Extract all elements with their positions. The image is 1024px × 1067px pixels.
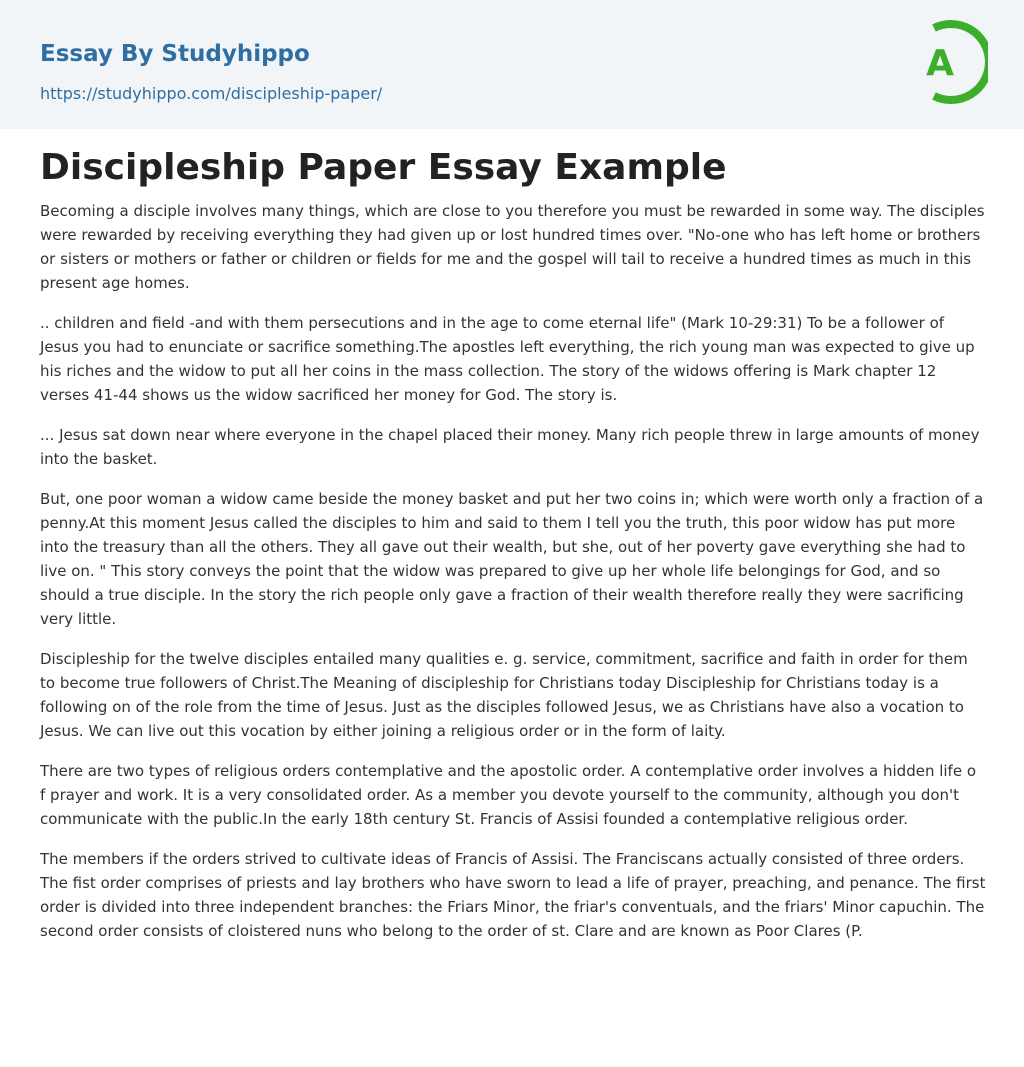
logo-letter: A: [926, 43, 954, 84]
studyhippo-logo-icon[interactable]: [910, 18, 988, 106]
essay-paragraph: .. children and field -and with them persecutions and in the age to come eternal life" (Mark 10-29:31) To be a follower of Jesus you had to enunciate or sacrifice something.The apostles left everything, the rich young man was expected to give up his riches and the widow to put all her coins in the mass collection. The story of the widows offering is Mark chapter 12 verses 41-44 shows us the widow sacrificed her money for God. The story is.: [40, 314, 975, 404]
site-header: [0, 0, 1024, 129]
site-brand[interactable]: Essay By Studyhippo: [40, 41, 310, 67]
page-url-link[interactable]: https://studyhippo.com/discipleship-paper/: [40, 84, 383, 103]
essay-paragraph: There are two types of religious orders contemplative and the apostolic order. A contemplative order involves a hidden life o f prayer and work. It is a very consolidated order. As a member you devote yourself to the community, although you don't communicate with the public.In the early 18th century St. Francis of Assisi founded a contemplative religious order.: [40, 762, 977, 828]
essay-paragraph: ... Jesus sat down near where everyone in the chapel placed their money. Many rich people threw in large amounts of money into the basket.: [40, 426, 980, 468]
essay-body: [40, 191, 986, 943]
essay-paragraph: But, one poor woman a widow came beside the money basket and put her two coins in; which were worth only a fraction of a penny.At this moment Jesus called the disciples to him and said to them I tell you the truth, this poor widow has put more into the treasury than all the others. They all gave out their wealth, but she, out of her poverty gave everything she had to live on. " This story conveys the point that the widow was prepared to give up her whole life belongings for God, and so should a true disciple. In the story the rich people only gave a fraction of their wealth therefore really they were sacrificing very little.: [40, 490, 984, 628]
essay-paragraph: The members if the orders strived to cultivate ideas of Francis of Assisi. The Franciscans actually consisted of three orders. The fist order comprises of priests and lay brothers who have sworn to lead a life of prayer, preaching, and penance. The first order is divided into three independent branches: the Friars Minor, the friar's conventuals, and the friars' Minor capuchin. The second order consists of cloistered nuns who belong to the order of st. Clare and are known as Poor Clares (P.: [40, 850, 986, 940]
essay-paragraph: Discipleship for the twelve disciples entailed many qualities e. g. service, commitment, sacrifice and faith in order for them to become true followers of Christ.The Meaning of discipleship for Christians today Discipleship for Christians today is a following on of the role from the time of Jesus. Just as the disciples followed Jesus, we as Christians have also a vocation to Jesus. We can live out this vocation by either joining a religious order or in the form of laity.: [40, 650, 968, 740]
page-title: Discipleship Paper Essay Example: [40, 147, 727, 188]
main-content: [0, 129, 1024, 943]
essay-paragraph: Becoming a disciple involves many things, which are close to you therefore you must be rewarded in some way. The disciples were rewarded by receiving everything they had given up or lost hundred times over. "No-one who has left home or brothers or sisters or mothers or father or children or fields for me and the gospel will tail to receive a hundred times as much in this present age homes.: [40, 202, 985, 292]
